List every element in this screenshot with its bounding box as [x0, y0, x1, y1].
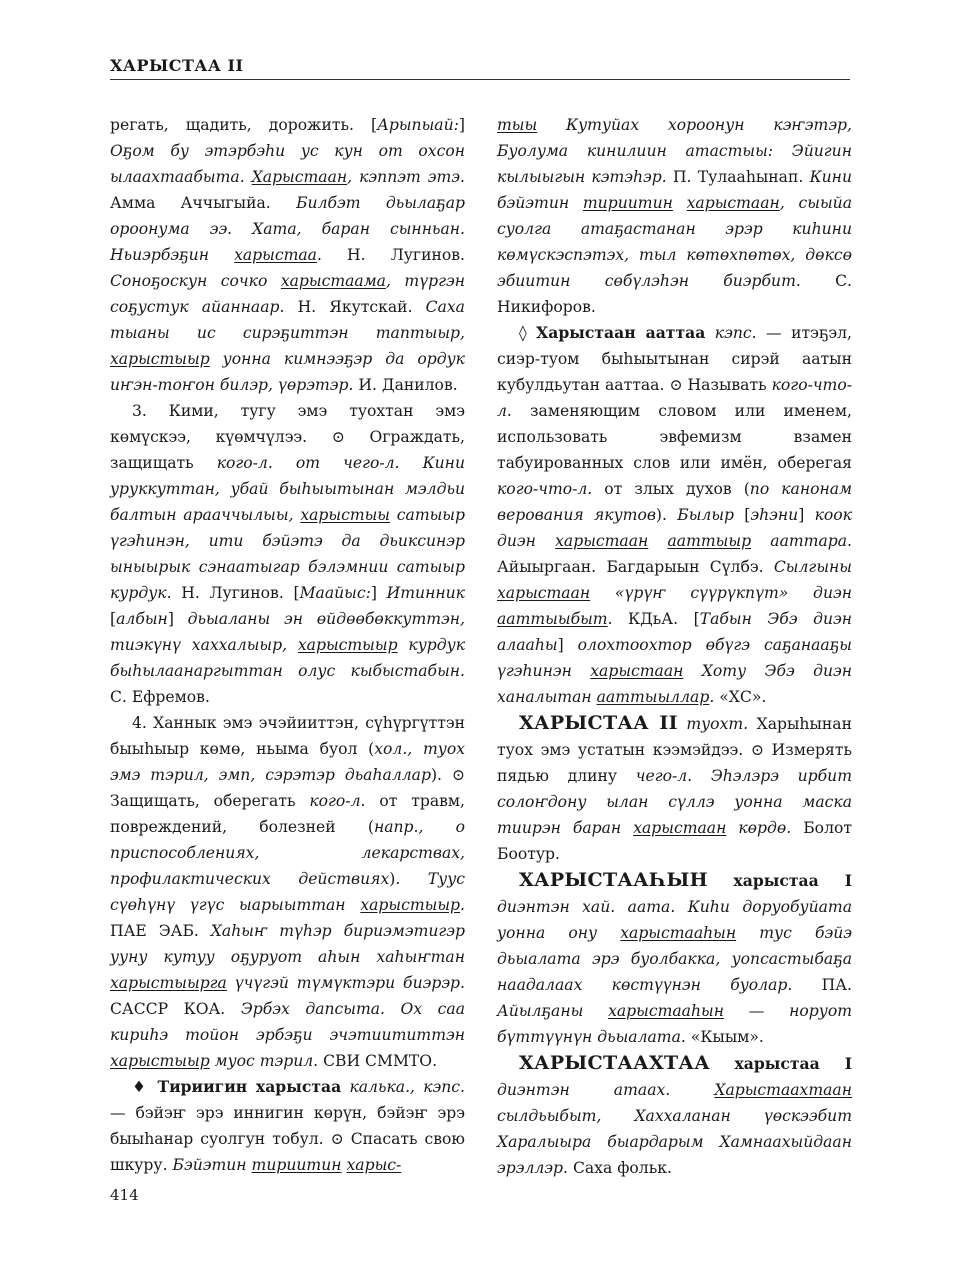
headword-3: ХАРЫСТААҺЫН	[519, 869, 708, 891]
headword-2: ХАРЫСТАА II	[519, 712, 678, 734]
paragraph-1: регать, щадить, дорожить. [Арыпыай:] Оҕом бу этэрбэһи ус кун от охсон ылаахтаабыта. Харыстаан, кэппэт этэ. Амма Аччыгыйа. Билбэт дьылаҕар ороонума ээ. Хата, баран сынньан. Ньиэрбэҕин харыстаа. Н. Лугинов. Соноҕоскун сочко харыстаама, түргэн соҕустук айаннаар. Н. Якутскай. Саха тыаны ис сирэҕиттэн таптыыр, харыстыыр уонна кимнээҕэр да ордук иҥэн-тоҥон билэр, үөрэтэр. И. Данилов.	[110, 116, 465, 394]
idiom-name: Харыстаан ааттаа	[536, 323, 706, 342]
paragraph-2: 3. Кими, тугу эмэ туохтан эмэ көмүскээ, күөмчүлээ. ⊙ Ограждать, защищать кого-л. от чего-л. Кини уруккуттан, убай быһыытынан мэлдьи балтын арааччылыы, харыстыы сатыыр үгэһинэн, ити бэйэтэ да дьиксинэр ыныырык сэнаатыгар бэлэмнии сатыыр курдук. Н. Лугинов. [Маайыс:] Итинник [албын] дьыаланы эн өйдөөбөккуттэн, тиэкүнү хаххалыыр, харыстыыр курдук быһылаанаргыттан олус кыбыстабын. С. Ефремов.	[110, 402, 466, 706]
paragraph-4: ♦ Тириигин харыстаа калька., кэпс. — бэйэҥ эрэ иннигин көрүн, бэйэҥ эрэ быыһанар суолгун тобул. ⊙ Спасать свою шкуру. Бэйэтин тириитин харыс-	[110, 1077, 465, 1174]
paragraph-8: ХАРЫСТААҺЫН харыстаа I диэнтэн хай. аата. Киһи доруобуйата уонна ону харыстааһын тус бэйэ дьыалата эрэ буолбакка, уопсастыбаҕа наадалаах көстүүнэн буолар. ПА. Айылҕаны харыстааһын — норуот бүттүүнүн дьыалата. «Кыым».	[497, 869, 852, 1046]
paragraph-6: ◊ Харыстаан ааттаа кэпс. — итэҕэл, сиэр-туом быһыытынан сирэй аатын кубулдьутан ааттаа. ⊙ Называть кого-что-л. заменяющим словом или именем, использовать эвфемизм взамен табуированных слов или имён, оберегая кого-что-л. от злых духов (по канонам верования якутов). Былыр [эһэни] коок диэн харыстаан ааттыыр ааттара. Айыыргаан. Багдарыын Сүлбэ. Сылгыны харыстаан «үрүҥ сүүрүкпүт» диэн ааттыыбыт. КДьА. [Табын Эбэ диэн алааһы] олохтоохтор өбүгэ саҕанааҕы үгэһинэн харыстаан Хоту Эбэ диэн ханалытан ааттыыллар. «ХС».	[497, 323, 853, 706]
idiom-skin: Тириигин харыстаа	[157, 1077, 342, 1096]
page-number: 414	[110, 1186, 139, 1204]
left-column	[110, 112, 465, 1178]
paragraph-9: ХАРЫСТААХТАА харыстаа I диэнтэн атаах. Харыстаахтаан сылдьыбыт, Хаххаланан үөскээбит Харалыыра быардарым Хамнаахыйдаан эрэллэр. Саха фольк.	[497, 1052, 852, 1177]
paragraph-5: тыы Кутуйах хороонун кэҥэтэр, Буолума кинилиин атастыы: Эйигин кылыыгын кэтэһэр. П. Тулааһынап. Кини бэйэтин тириитин харыстаан, сыыйа суолга атаҕастанан эрэр киһини көмүскэспэтэх, тыл көтөхпөтөх, дөксө эбиитин сөбүлэһэн биэрбит. С. Никифоров.	[497, 116, 852, 316]
headword-4: ХАРЫСТААХТАА	[519, 1052, 710, 1074]
running-title: ХАРЫСТАА II	[110, 56, 850, 80]
paragraph-3: 4. Ханнык эмэ эчэйииттэн, сүһүргүттэн быыһыыр көмө, ньыма буол (хол., туох эмэ тэрил, эмп, сэрэтэр дьаһаллар). ⊙ Защищать, оберегать кого-л. от травм, повреждений, болезней (напр., о приспособлениях, лекарствах, профилактических действиях). Туус сүөһүнү үгүс ыарыыттан харыстыыр. ПАЕ ЭАБ. Хаһыҥ түһэр бириэмэтигэр ууну кутуу оҕуруот аһын хаһыҥтан харыстыырга үчүгэй түмүктэри биэрэр. САССР КОА. Эрбэх дапсыта. Ох саа кириһэ тойон эрбэҕи эчэтиититтэн харыстыыр муос тэрил. СВИ СММТО.	[110, 714, 465, 1070]
right-column	[497, 112, 852, 1181]
paragraph-7: ХАРЫСТАА II туохт. Харыһынан туох эмэ устатын кээмэйдээ. ⊙ Измерять пядью длину чего-л. Эһэлэрэ ирбит солоҥдону ылан сүллэ уонна маска тиирэн баран харыстаан көрдө. Болот Боотур.	[497, 712, 852, 863]
